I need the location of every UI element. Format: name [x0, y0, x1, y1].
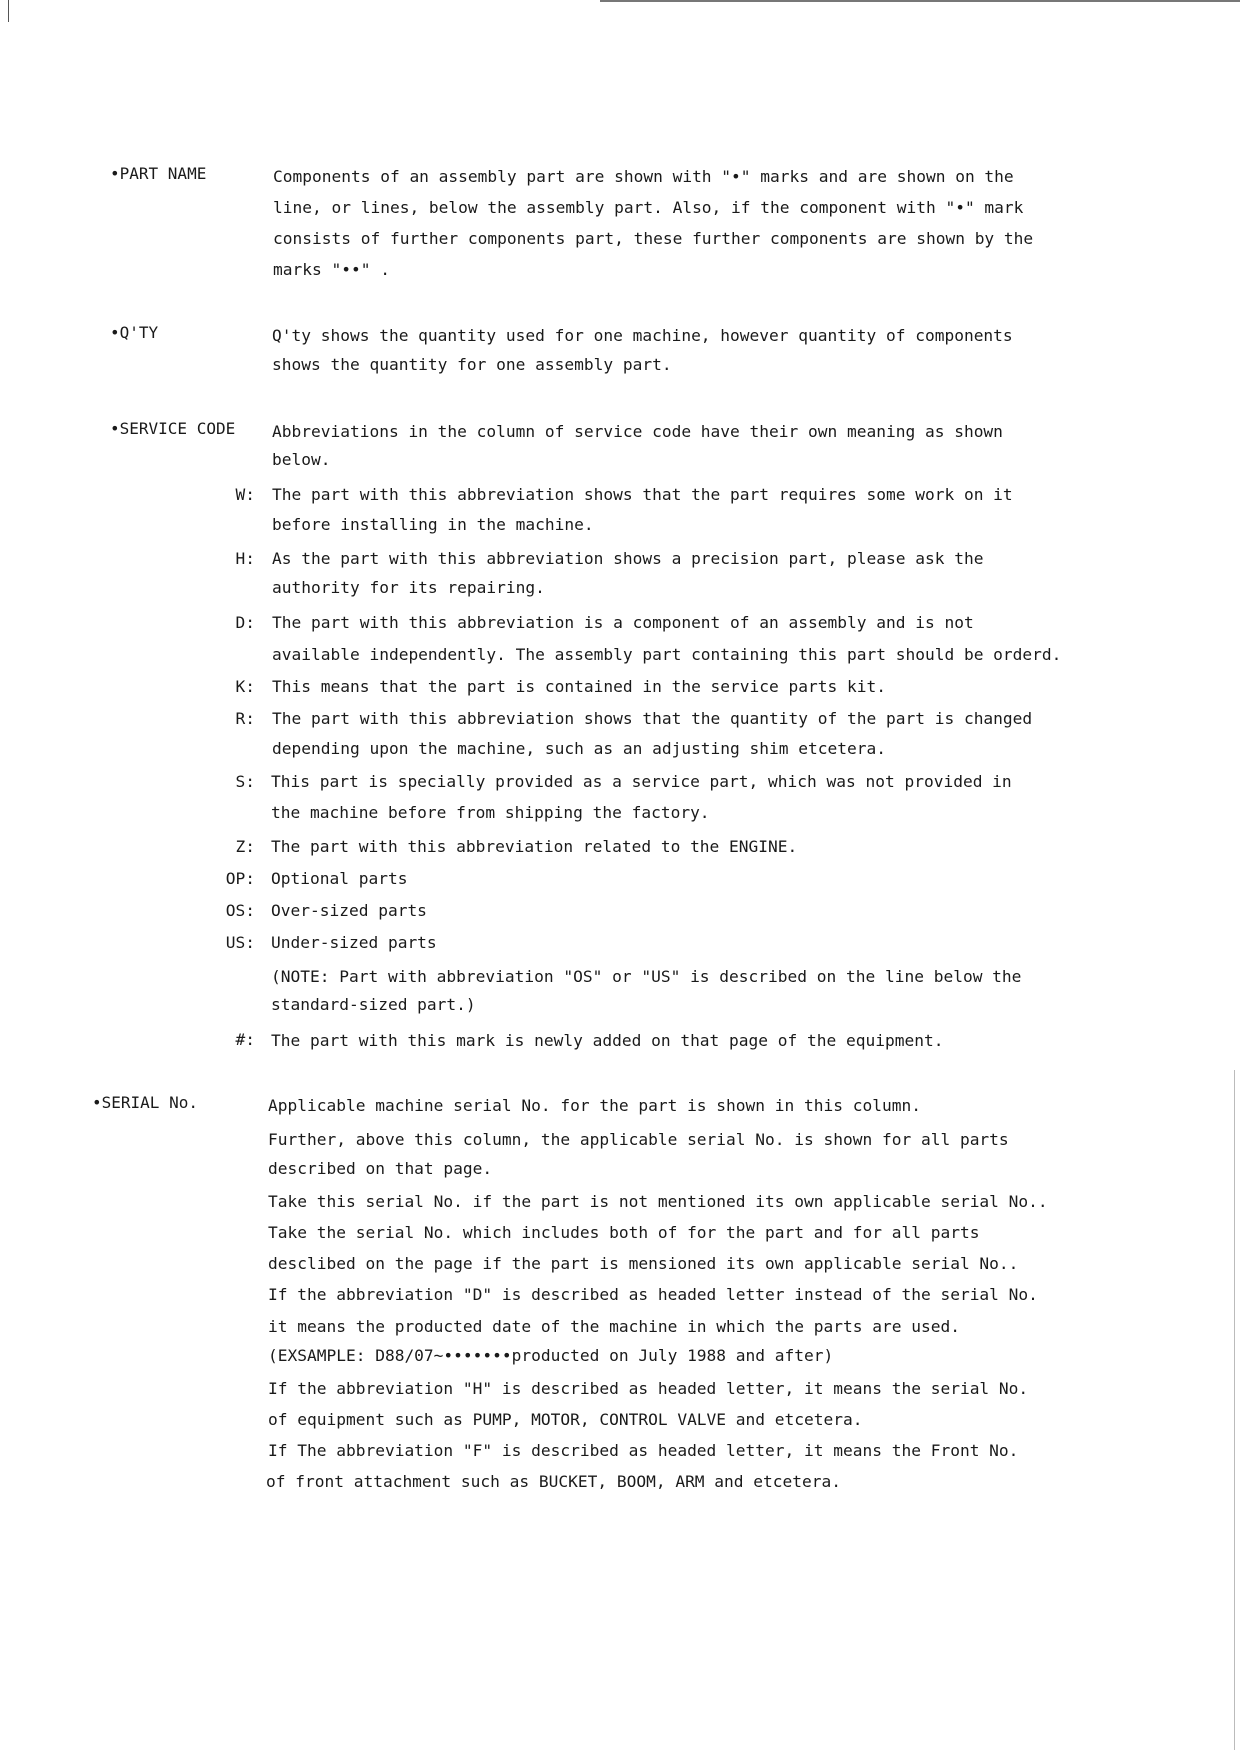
service-code-label-us: US:	[225, 933, 255, 952]
definition-qty	[272, 325, 1092, 381]
text-line: Take this serial No. if the part is not mentioned its own applicable serial No..	[268, 1192, 1048, 1211]
text-line: The part with this mark is newly added on that page of the equipment.	[271, 1031, 944, 1050]
service-code-label-d: D:	[235, 613, 255, 632]
text-line: Take the serial No. which includes both of for the part and for all parts	[268, 1223, 980, 1242]
text-line: consists of further components part, these further components are shown by the	[273, 229, 1034, 248]
text-line: line, or lines, below the assembly part. Also, if the component with "•" mark	[273, 198, 1024, 217]
text-line: The part with this abbreviation shows that the quantity of the part is changed	[272, 709, 1033, 728]
service-code-label-k: K:	[235, 677, 255, 696]
service-code-desc-w	[272, 484, 1092, 540]
text-line: described on that page.	[268, 1159, 493, 1178]
text-line: As the part with this abbreviation shows a precision part, please ask the	[272, 549, 984, 568]
text-line: Under-sized parts	[271, 933, 437, 952]
text-line: If the abbreviation "H" is described as headed letter, it means the serial No.	[268, 1379, 1029, 1398]
definition-part-name	[273, 166, 1093, 279]
service-code-desc-k	[272, 676, 1092, 702]
term-service-code: •SERVICE CODE	[110, 419, 236, 438]
text-line: below.	[272, 450, 331, 469]
text-line: marks "••" .	[273, 260, 390, 279]
text-line: Abbreviations in the column of service code have their own meaning as shown	[272, 422, 1003, 441]
service-code-label-w: W:	[235, 485, 255, 504]
text-line: Optional parts	[271, 869, 408, 888]
service-code-desc-d	[272, 612, 1092, 668]
service-code-desc-h	[272, 548, 1092, 604]
text-line: standard-sized part.)	[271, 995, 476, 1014]
text-line: If The abbreviation "F" is described as headed letter, it means the Front No.	[268, 1441, 1019, 1460]
scan-artifact-left-tick	[8, 0, 9, 22]
service-code-desc-s	[271, 771, 1091, 827]
service-code-label-op: OP:	[225, 869, 255, 888]
text-line: authority for its repairing.	[272, 578, 545, 597]
service-code-label-r: R:	[235, 709, 255, 728]
text-line: the machine before from shipping the factory.	[271, 803, 710, 822]
text-line: available independently. The assembly part containing this part should be orderd.	[272, 645, 1062, 664]
service-code-desc-hash	[271, 1030, 1091, 1056]
service-code-desc-os	[271, 900, 1091, 926]
service-code-label-s: S:	[235, 772, 255, 791]
term-serial-no: •SERIAL No.	[92, 1093, 198, 1112]
scan-artifact-right-edge	[1234, 1070, 1235, 1750]
term-qty: •Q'TY	[110, 323, 159, 342]
service-code-desc-op	[271, 868, 1091, 894]
service-code-label-h: H:	[235, 549, 255, 568]
text-line: The part with this abbreviation shows that the part requires some work on it	[272, 485, 1013, 504]
service-code-intro	[272, 421, 1092, 477]
text-line: Q'ty shows the quantity used for one machine, however quantity of components	[272, 326, 1013, 345]
text-line: desclibed on the page if the part is mensioned its own applicable serial No..	[268, 1254, 1019, 1273]
scan-artifact-top-rule	[600, 0, 1240, 2]
text-line: depending upon the machine, such as an adjusting shim etcetera.	[272, 739, 886, 758]
text-line: before installing in the machine.	[272, 515, 594, 534]
text-line: Further, above this column, the applicable serial No. is shown for all parts	[268, 1130, 1009, 1149]
text-line: Over-sized parts	[271, 901, 427, 920]
text-line: (NOTE: Part with abbreviation "OS" or "US" is described on the line below the	[271, 967, 1022, 986]
service-code-label-hash: #:	[235, 1030, 255, 1049]
text-line: This part is specially provided as a service part, which was not provided in	[271, 772, 1012, 791]
text-line: The part with this abbreviation related to the ENGINE.	[271, 837, 798, 856]
text-line: it means the producted date of the machine in which the parts are used.	[268, 1317, 960, 1336]
text-line: Components of an assembly part are shown with "•" marks and are shown on the	[273, 167, 1014, 186]
service-code-desc-z	[271, 836, 1091, 862]
text-line: of front attachment such as BUCKET, BOOM, ARM and etcetera.	[266, 1472, 841, 1491]
text-line: The part with this abbreviation is a component of an assembly and is not	[272, 613, 974, 632]
text-line: This means that the part is contained in the service parts kit.	[272, 677, 886, 696]
definition-serial-no	[268, 1095, 1108, 1495]
text-line: of equipment such as PUMP, MOTOR, CONTROL VALVE and etcetera.	[268, 1410, 863, 1429]
text-line: shows the quantity for one assembly part.	[272, 355, 672, 374]
service-code-label-os: OS:	[225, 901, 255, 920]
service-code-desc-r	[272, 708, 1092, 764]
term-part-name: •PART NAME	[110, 164, 207, 183]
text-line: If the abbreviation "D" is described as headed letter instead of the serial No.	[268, 1285, 1038, 1304]
text-line: Applicable machine serial No. for the part is shown in this column.	[268, 1096, 921, 1115]
text-line: (EXSAMPLE: D88/07~•••••••producted on July 1988 and after)	[268, 1346, 834, 1365]
service-code-desc-us	[271, 932, 1091, 1022]
service-code-label-z: Z:	[235, 837, 255, 856]
